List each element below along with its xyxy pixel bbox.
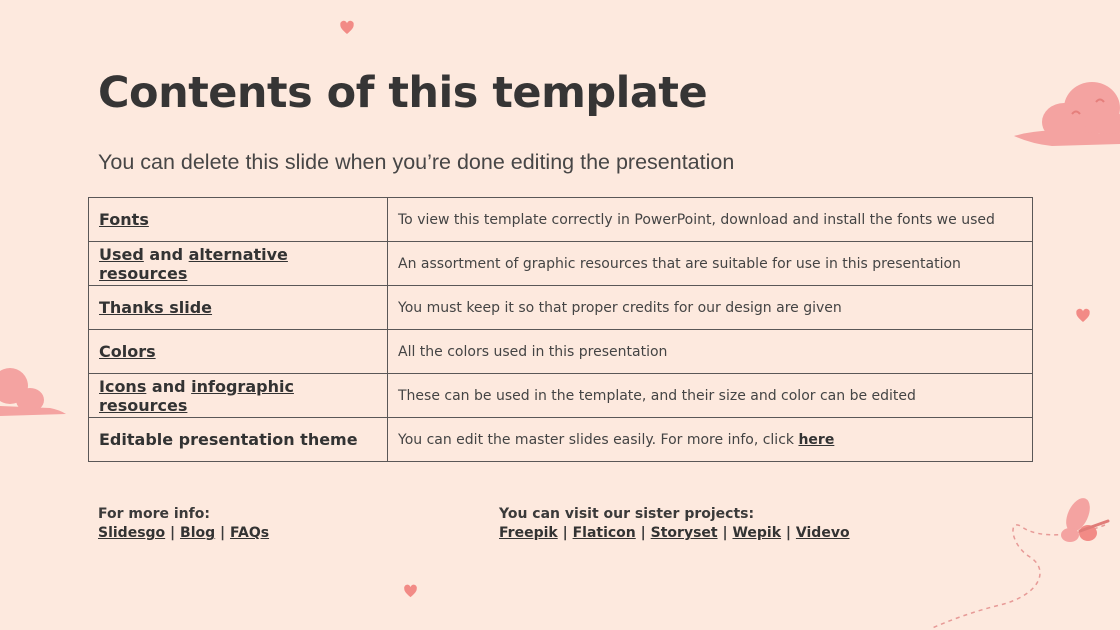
heart-icon (339, 20, 355, 36)
used-link[interactable]: Used (99, 244, 144, 264)
row-title-cell (89, 242, 388, 286)
row-description-cell (388, 418, 1033, 462)
slidesgo-link[interactable]: Slidesgo (98, 525, 166, 541)
row-description: An assortment of graphic resources that are suitable for use in this presentation (388, 242, 1033, 286)
blog-link[interactable]: Blog (180, 525, 216, 541)
row-title-cell (89, 286, 388, 330)
footer-heading: You can visit our sister projects: (499, 506, 755, 522)
table-row (89, 242, 1033, 286)
cloud-icon (1012, 72, 1120, 152)
faqs-link[interactable]: FAQs (230, 525, 270, 541)
freepik-link[interactable]: Freepik (499, 525, 558, 541)
videvo-link[interactable]: Videvo (795, 525, 850, 541)
footer-heading: For more info: (98, 506, 210, 522)
icons-link[interactable]: Icons (99, 376, 147, 396)
footer-more-info (98, 505, 269, 543)
row-title-cell (89, 330, 388, 374)
table-row (89, 286, 1033, 330)
thanks-slide-link[interactable]: Thanks slide (99, 298, 213, 317)
cloud-icon (0, 360, 66, 420)
separator: | (640, 525, 646, 541)
alternative-resources-link[interactable]: alternative resources (99, 244, 288, 283)
row-description: You must keep it so that proper credits for our design are given (388, 286, 1033, 330)
separator: | (170, 525, 176, 541)
footer-sister-projects (499, 505, 850, 543)
here-link[interactable]: here (798, 431, 835, 448)
page-subtitle: You can delete this slide when you’re done editing the presentation (98, 150, 735, 174)
table-row (89, 198, 1033, 242)
separator: | (722, 525, 728, 541)
separator: | (785, 525, 792, 541)
table-row (89, 374, 1033, 418)
flaticon-link[interactable]: Flaticon (572, 525, 636, 541)
footer-links (98, 524, 269, 543)
contents-table (88, 197, 1033, 462)
connector-text: and (149, 244, 184, 264)
butterfly-icon (930, 495, 1120, 630)
separator: | (220, 525, 226, 541)
heart-icon (403, 584, 418, 599)
heart-icon (1075, 308, 1091, 324)
storyset-link[interactable]: Storyset (650, 525, 718, 541)
infographic-resources-link[interactable]: infographic resources (99, 376, 294, 415)
table-row (89, 418, 1033, 462)
row-title-cell (89, 198, 388, 242)
row-title-cell (89, 374, 388, 418)
colors-link[interactable]: Colors (99, 342, 156, 361)
connector-text: and (151, 376, 186, 396)
row-title-cell: Editable presentation theme (89, 418, 388, 462)
page-title: Contents of this template (98, 68, 708, 118)
row-description: To view this template correctly in PowerPoint, download and install the fonts we used (388, 198, 1033, 242)
row-description: These can be used in the template, and their size and color can be edited (388, 374, 1033, 418)
table-row (89, 330, 1033, 374)
wepik-link[interactable]: Wepik (732, 525, 782, 541)
row-description: All the colors used in this presentation (388, 330, 1033, 374)
row-description: You can edit the master slides easily. For more info, click (398, 431, 795, 448)
footer-links (499, 524, 850, 543)
separator: | (562, 525, 568, 541)
fonts-link[interactable]: Fonts (99, 210, 149, 229)
